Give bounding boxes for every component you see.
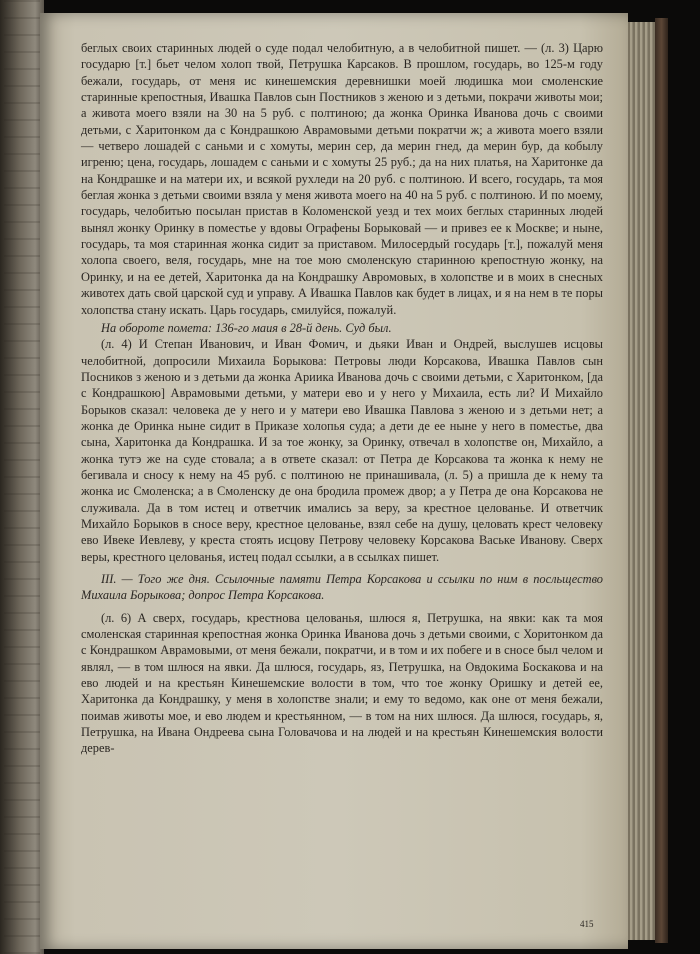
paragraph-5: (л. 6) А сверх, государь, крестнова целованья, шлюся я, Петрушка, на явки: как та моя смоленская старинная крепостная жонка Оринка Иванова дочь з детьми своими, с Хоритонком да с Кондрашком Аврамовыми, от меня бежали, пократчи, и в том и их побеге и в сносе был челом и являл, — в том шлюся на явки. Да шлюся, государь, яз, Петрушка, на Овдокима Боскакова и на ево людей и на крестьян Кинешемские волости в том, что тое жонку Оришку и детей ее, Харитонка да Кондрашку, у меня в холопстве знали; и ему то ведомо, как оне от меня бежали, поимав животы мое, и ево людем и крестьянном, — в том на них шлюся. Да шлюся, государь, я, Петрушка, на Ивана Ондреева сына Головачова и на людей и на крестьян Кинешемския волости дерев- (81, 610, 603, 756)
page-number: 415 (580, 919, 594, 929)
section-heading: III. — Того же дня. Ссылочные памяти Петра Корсакова и ссылки по ним в посльщество Михаила Борыкова; допрос Петра Корсакова. (81, 572, 603, 603)
left-page-edge (0, 0, 44, 954)
paragraph-3: (л. 4) И Степан Иванович, и Иван Фомич, и дьяки Иван и Ондрей, выслушев исцовы челобитной, допросили Михаила Борыкова: Петровы люди Корсакова, Ивашка Павлов сын Посников з женою и з детьми да жонка Ариика Иванова дочь с своими детьми, с Харитонком, [да с Кондрашкою] Аврамовыми детьми, у матери ево и у него у Михаила, есть ли? И Михайло Борыков сказал: человека де у него и у матери ево Ивашка Павлова з женою и з детьми нет; а жонка де Оринка ныне сидит в Приказе холопья суда; а дети де ее ныне у него в поместье, два сына, Харитонка да Кондрашка. И за тое жонку, за Оринку, отвечал в холопстве он, Михайло, а жонка тутэ же на суде стовала; а в ответе сказал: от Петра де Корсакова та жонка к нему не бегивала и сносу к нему на 45 руб. с полтиною не принашивала, (л. 5) а пришла де к нему та жонка ис Смоленска; а в Смоленску де она бродила промеж двор; а у Петра де она Корсакова не служивала. Да в том истец и ответчик имались за веру, за крестное целованье. И ответчик Михайло Борыков в сносе веру, крестное целованье, взял себе на душу, целовать крест человеку ево Ивеке Иевлеву, у креста стоять исцову Петрову человеку Корсакова Ваське Иванову. Сверх веры, крестного целованья, истец подал ссылки, а в ссылках пишет. (81, 337, 603, 564)
paragraph-note: На обороте помета: 136-го маия в 28-й день. Суд был. (101, 320, 392, 335)
paragraph-1: беглых своих старинных людей о суде подал челобитную, а в челобитной пишет. — (л. 3) Царю государю [т.] бьет челом холоп твой, Петрушка Карсаков. В прошлом, государь, во 125-м году бежали, государь, от меня ис кинешемския деревнишки моей людишка мои смоленские старинные крепостныя, Ивашка Павлов сын Постников з женою и з детьми, покрачи животы мои; а живота моего взяли на 30 на 5 руб. с полтиною; да жонка Оринка Иванова дочь с своими детьми, с Харитонком да с Кондрашкою Аврамовыми детьми пократчи ж; а живота моего взяли — четверо лошадей с саньми и с хомуты, мерин сер, да мерин гнед, да мерин бур, да кобылу игреню; цена, государь, лошадем с саньми и с хомуты 25 руб.; да на них платья, на Харитонке да на Кондрашке и на матери их, и всякой рухледи на 20 руб. с полтиною. И всего, государь, та моя беглая жонка з детьми своими взяла у меня живота моего на 40 на 5 руб. с полтиною. И по моему, государь, челобитью посылан пристав в Коломенской уезд и тех моих беглых старинных людей вынял жонку Оринку в поместье у вдовы Ографены Борыковай — и привез ее к Москве; и ныне, государь, та моя старинная жонка сидит за приставом. Милосердый государь [т.], пожалуй меня холопа своего, веля, государь, мне на тое мою смоленскую старинною крепостную жонку, на Оринку, и на ее детей, Харитонка да на Кондрашку Авромовых, в холопстве и в моих в снесных животех дать свой царской суд и управу. А Ивашка Павлов как будет в лицах, и я на нем в те поры холопства стану искать. Царь государь, смилуйся, пожалуй. (81, 41, 603, 317)
page-text (81, 40, 603, 920)
book-cover (655, 18, 668, 943)
